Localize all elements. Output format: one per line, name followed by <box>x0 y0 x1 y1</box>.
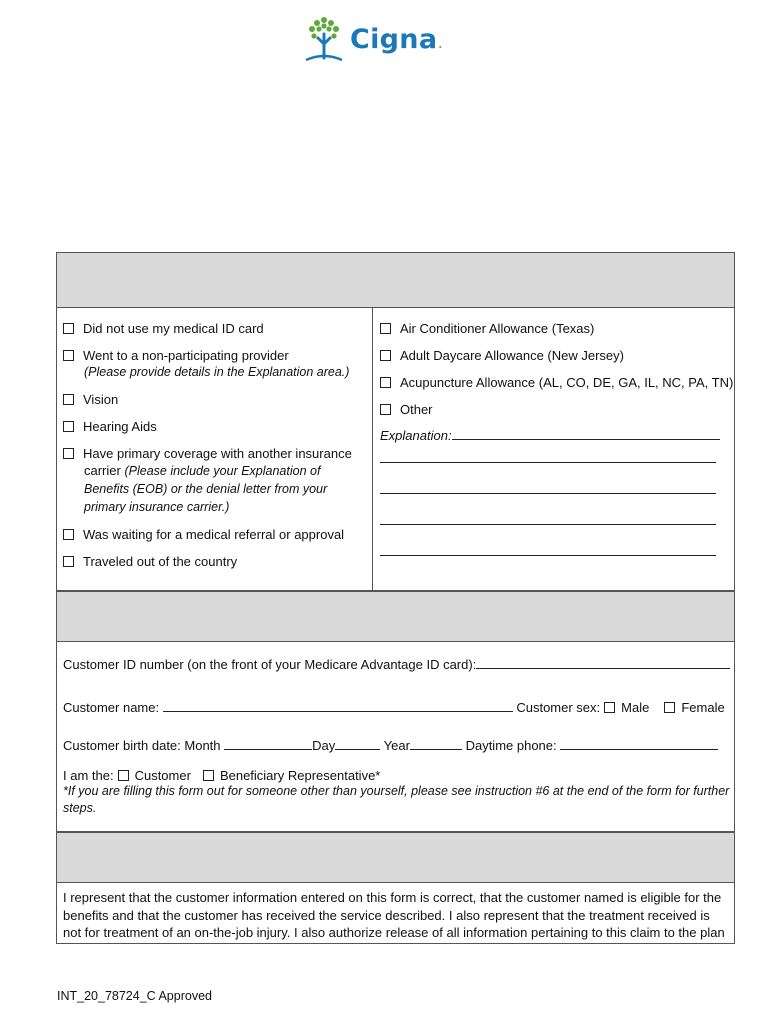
birth-date-row: Customer birth date: Month Day Year Daytime phone: <box>63 738 733 753</box>
form-code: INT_20_78724_C Approved <box>57 989 212 1003</box>
reason-item: Acupuncture Allowance (AL, CO, DE, GA, IL, NC, PA, TN) <box>380 374 730 391</box>
iam-row: I am the: Customer Beneficiary Representative* *If you are filling this form out for someone other than yourself, please see instruction #6 at the end of the form for further steps. <box>63 768 733 817</box>
brand-name: Cigna. <box>350 23 443 55</box>
explanation-line[interactable] <box>380 493 716 494</box>
customer-name-input[interactable] <box>163 700 513 712</box>
reason-item: Vision <box>63 391 368 408</box>
male-checkbox[interactable] <box>604 702 615 713</box>
birth-year-input[interactable] <box>410 738 462 750</box>
reason-item: Have primary coverage with another insurance carrier (Please include your Explanation of Benefits (EOB) or the denial letter from your primary insurance carrier.) <box>63 445 368 516</box>
birth-day-input[interactable] <box>335 738 380 750</box>
checkbox[interactable] <box>380 404 391 415</box>
explanation-row <box>380 428 730 448</box>
checkbox[interactable] <box>63 394 74 405</box>
reason-item: Air Conditioner Allowance (Texas) <box>380 320 730 337</box>
reason-item: Other <box>380 401 730 418</box>
customer-id-input[interactable] <box>476 657 730 669</box>
checkbox[interactable] <box>63 350 74 361</box>
checkbox[interactable] <box>380 350 391 361</box>
explanation-input[interactable] <box>452 428 720 440</box>
section-header-reasons <box>56 252 735 308</box>
explanation-line[interactable] <box>380 524 716 525</box>
explanation-line[interactable] <box>380 462 716 463</box>
reason-item: Adult Daycare Allowance (New Jersey) <box>380 347 730 364</box>
cigna-logo <box>302 14 442 64</box>
checkbox[interactable] <box>380 323 391 334</box>
representative-note: *If you are filling this form out for someone other than yourself, please see instruction #6 at the end of the form for further steps. <box>63 784 730 815</box>
reason-item: Traveled out of the country <box>63 553 368 570</box>
checkbox[interactable] <box>63 529 74 540</box>
customer-name-row: Customer name: Customer sex: Male Female <box>63 700 725 715</box>
checkbox[interactable] <box>63 556 74 567</box>
explanation-label: Explanation: <box>380 428 452 443</box>
checkbox[interactable] <box>380 377 391 388</box>
phone-input[interactable] <box>560 738 718 750</box>
customer-id-row: Customer ID number (on the front of your Medicare Advantage ID card): <box>63 657 733 672</box>
checkbox[interactable] <box>63 421 74 432</box>
reasons-left-column <box>63 320 368 580</box>
birth-month-input[interactable] <box>224 738 312 750</box>
reason-item: Did not use my medical ID card <box>63 320 368 337</box>
female-checkbox[interactable] <box>664 702 675 713</box>
section-header-authorization <box>56 832 735 883</box>
authorization-text: I represent that the customer information entered on this form is correct, that the customer named is eligible for the benefits and that the customer has received the service described. I also represent that the treatment received is not for treatment of an on-the-job injury. I also authorize release of all information pertaining to this claim to the plan <box>63 890 725 940</box>
column-divider <box>372 308 373 591</box>
reason-item: Went to a non-participating provider (Please provide details in the Explanation area.) <box>63 347 368 381</box>
checkbox[interactable] <box>63 448 74 459</box>
explanation-line[interactable] <box>380 555 716 556</box>
tree-of-life-icon <box>302 14 346 64</box>
section-header-customer <box>56 591 735 642</box>
reasons-right-column <box>380 320 734 586</box>
customer-checkbox[interactable] <box>118 770 129 781</box>
reason-item: Hearing Aids <box>63 418 368 435</box>
checkbox[interactable] <box>63 323 74 334</box>
representative-checkbox[interactable] <box>203 770 214 781</box>
reason-item: Was waiting for a medical referral or approval <box>63 526 368 543</box>
explanation-lines <box>380 462 730 556</box>
